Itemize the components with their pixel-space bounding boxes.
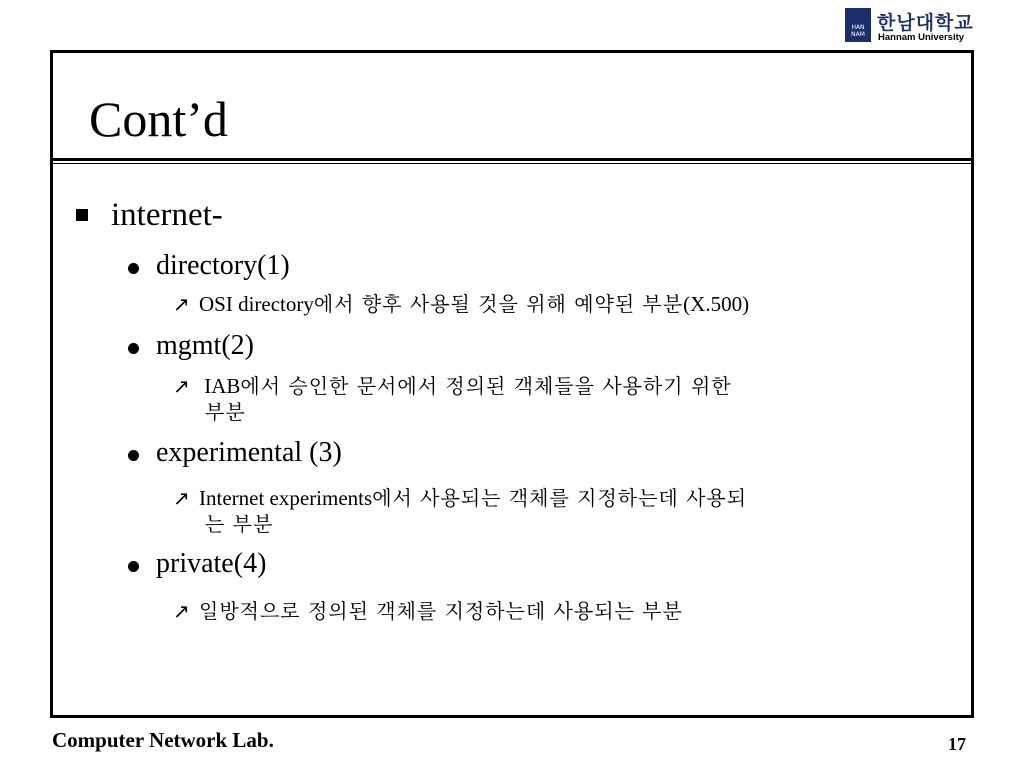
title-divider [53, 158, 971, 161]
round-bullet-icon [128, 263, 139, 274]
round-bullet-icon [128, 561, 139, 572]
subtree-label-mgmt: mgmt(2) [156, 330, 254, 361]
university-logo [845, 8, 981, 44]
arrow-bullet-icon: ↗ [173, 374, 190, 398]
subtree-desc-experimental: ↗ Internet experiments에서 사용되는 객체를 지정하는데 사용되 는 부분 [173, 486, 748, 536]
subtree-desc-mgmt: ↗ IAB에서 승인한 문서에서 정의된 객체들을 사용하기 위한 부분 [173, 374, 732, 424]
slide-title: Cont’d [89, 91, 228, 147]
subtree-desc-private: ↗ 일방적으로 정의된 객체를 지정하는데 사용되는 부분 [173, 599, 683, 623]
level1-item: internet- [111, 197, 223, 233]
subtree-desc-directory: ↗ OSI directory에서 향후 사용될 것을 위해 예약된 부분(X.500) [173, 292, 750, 316]
arrow-bullet-icon: ↗ [173, 486, 190, 510]
page-number: 17 [948, 734, 966, 754]
title-divider-thin [53, 163, 971, 164]
arrow-bullet-icon: ↗ [173, 599, 190, 623]
logo-emblem-icon: HAN NAM [845, 8, 871, 42]
slide-frame [50, 50, 974, 718]
arrow-bullet-icon: ↗ [173, 292, 190, 316]
round-bullet-icon [128, 343, 139, 354]
square-bullet-icon [76, 209, 88, 221]
round-bullet-icon [128, 450, 139, 461]
subtree-label-experimental: experimental (3) [156, 437, 342, 468]
footer-lab-name: Computer Network Lab. [52, 728, 274, 752]
logo-korean-name: 한남대학교 [877, 12, 974, 34]
subtree-label-private: private(4) [156, 548, 267, 579]
logo-english-name: Hannam University [878, 32, 965, 43]
subtree-label-directory: directory(1) [156, 250, 290, 281]
